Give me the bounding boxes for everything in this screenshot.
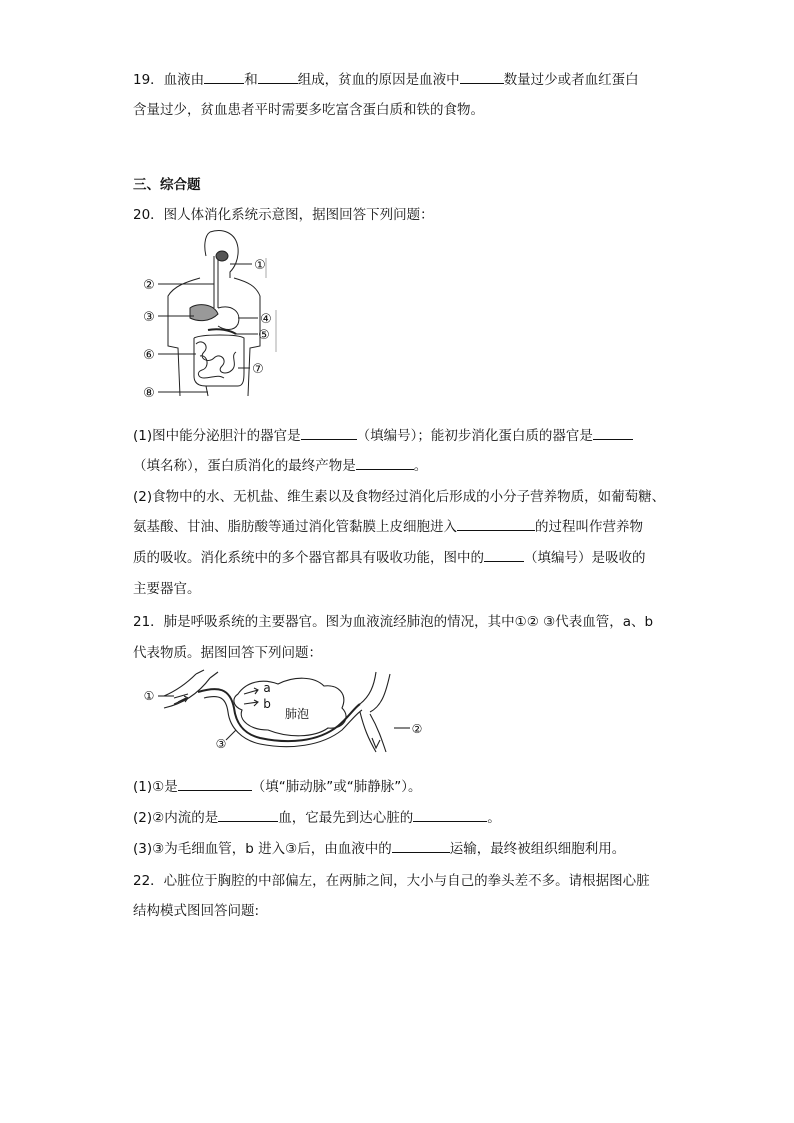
alveolus-figure [138,668,428,760]
blank [457,516,535,531]
fig-label-3: ③ [215,737,227,751]
blank [593,425,633,440]
fig-label-a: a [263,681,271,695]
blank [218,807,278,822]
blank [356,455,414,470]
q22-line1: 22．心脏位于胸腔的中部偏左，在两肺之间，大小与自己的拳头差不多。请根据图心脏 [133,873,650,889]
blank [484,547,524,562]
label-1: ① [254,258,266,273]
q21-intro-line2: 代表物质。据图回答下列问题： [133,645,322,661]
q21-p2: (2)②内流的是 血，它最先到达心脏的 。 [133,806,501,826]
q20-p1-line2: （填名称），蛋白质消化的最终产物是 。 [133,454,427,474]
fig-label-alveolus: 肺泡 [284,707,310,721]
q21-intro-line1: 21．肺是呼吸系统的主要器官。图为血液流经肺泡的情况，其中①② ③代表血管，a、b [133,614,654,630]
label-7: ⑦ [252,362,264,377]
label-3: ③ [143,310,155,325]
q20-p2-line2: 氨基酸、甘油、脂肪酸等通过消化管黏膜上皮细胞进入 的过程叫作营养物 [133,515,643,535]
q21-p1: (1)①是 （填“肺动脉”或“肺静脉”）。 [133,775,421,795]
q19-line1: 19．血液由 和 组成，贫血的原因是血液中 数量过少或者血红蛋白 [133,68,639,88]
q21-p3: (3)③为毛细血管，b 进入③后，由血液中的 运输，最终被组织细胞利用。 [133,837,625,857]
digestive-system-figure [138,226,288,402]
blank [258,69,298,84]
label-5: ⑤ [258,328,270,343]
label-2: ② [143,278,155,293]
blank [460,69,504,84]
q20-p2-line4: 主要器官。 [133,581,201,597]
blank [392,838,450,853]
q20-p2-line1: (2)食物中的水、无机盐、维生素以及食物经过消化后形成的小分子营养物质，如葡萄糖、 [133,489,666,505]
q19-line2: 含量过少，贫血患者平时需要多吃富含蛋白质和铁的食物。 [133,102,484,118]
blank [301,425,357,440]
label-4: ④ [260,312,272,327]
q20-p2-line3: 质的吸收。消化系统中的多个器官都具有吸收功能，图中的 （填编号）是吸收的 [133,546,646,566]
label-6: ⑥ [143,348,155,363]
q20-intro: 20．图人体消化系统示意图，据图回答下列问题： [133,207,434,223]
q20-p1-line1: (1)图中能分泌胆汁的器官是 （填编号）；能初步消化蛋白质的器官是 [133,424,633,444]
fig-label-b: b [263,697,271,711]
label-8: ⑧ [143,386,155,401]
q22-line2: 结构模式图回答问题: [133,903,260,919]
blank [204,69,244,84]
blank [413,807,487,822]
blank [178,776,252,791]
fig-label-2: ② [411,722,423,736]
fig-label-1: ① [143,689,155,703]
section-title: 三、综合题 [133,177,201,193]
